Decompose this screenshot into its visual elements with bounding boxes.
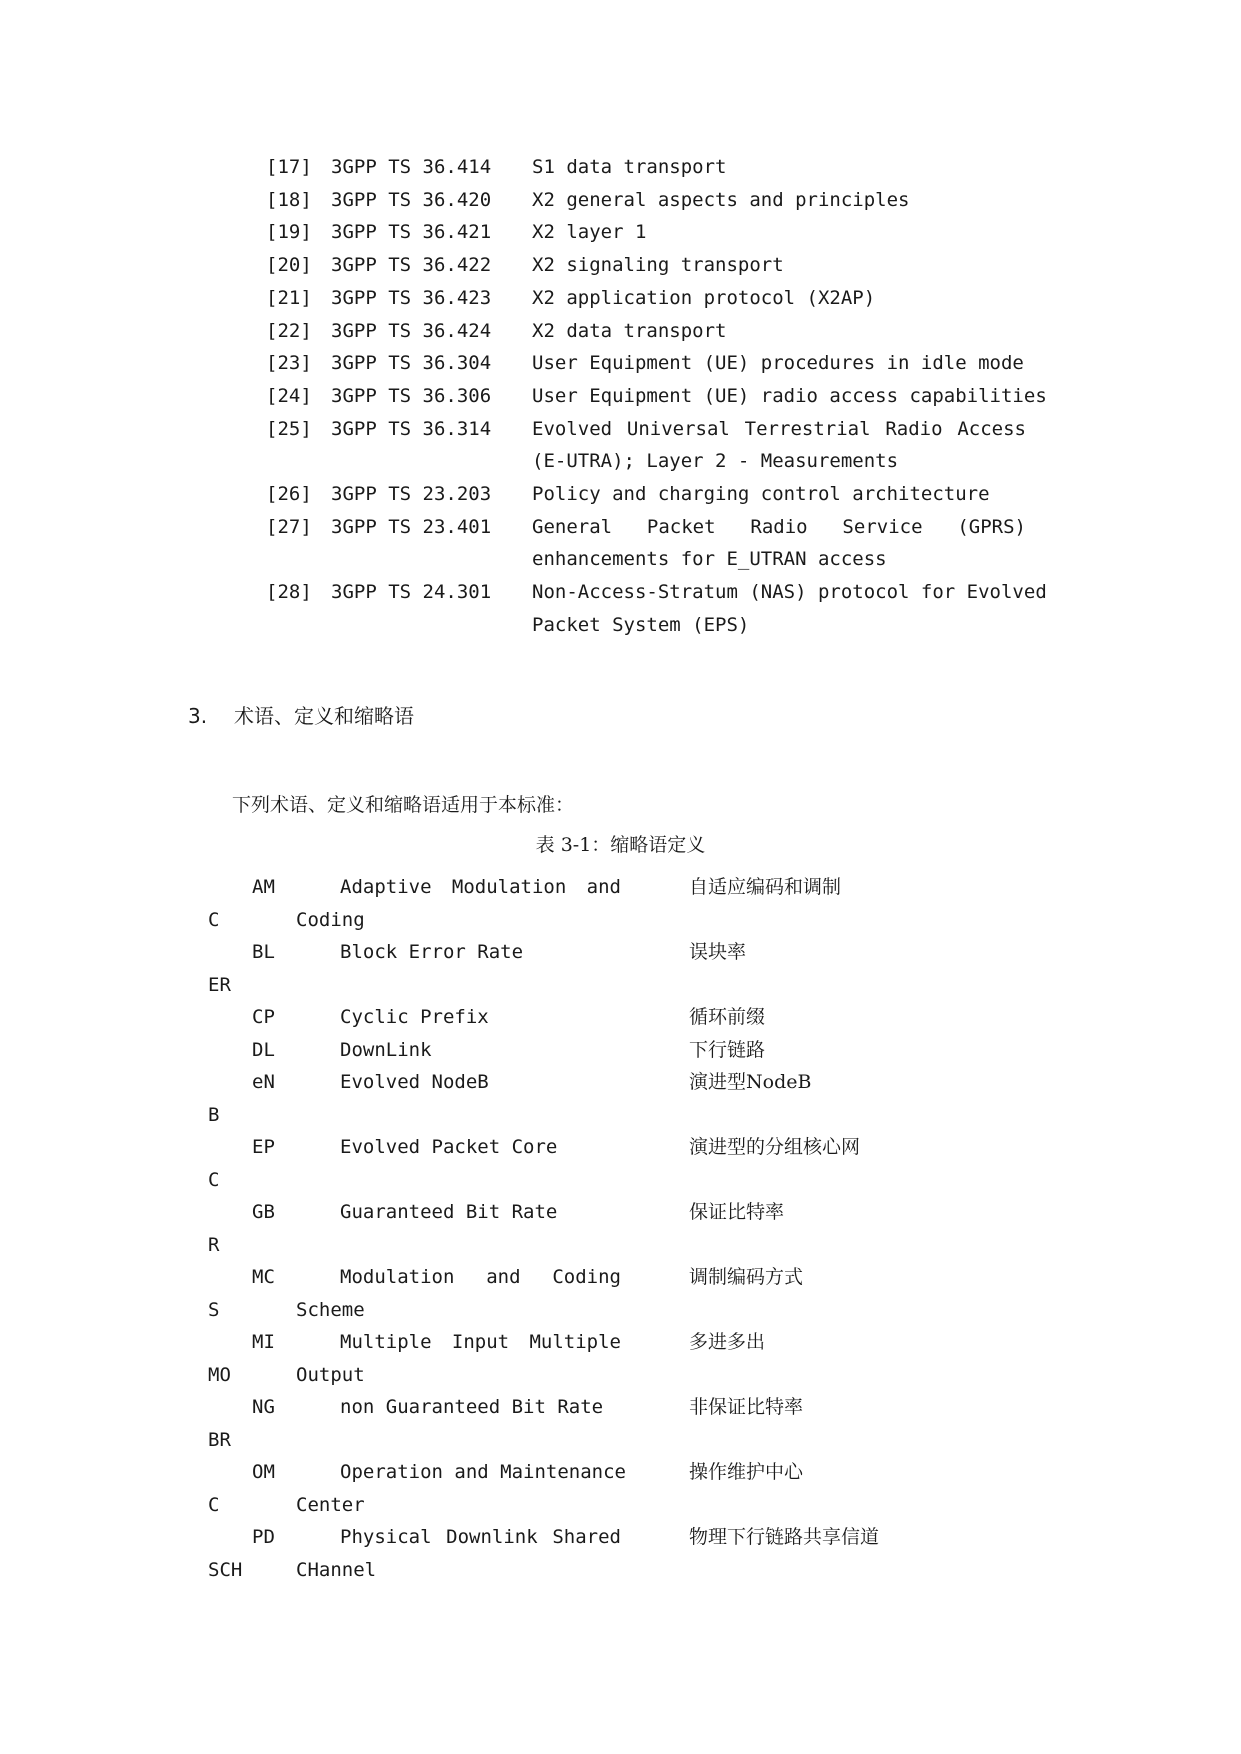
term-line-2: Coding bbox=[296, 908, 365, 931]
reference-row bbox=[266, 151, 1026, 184]
abbreviation-part-1: MI bbox=[252, 1331, 275, 1354]
section-number: 3. bbox=[188, 704, 208, 728]
reference-number: [17] bbox=[266, 156, 312, 178]
reference-row bbox=[266, 249, 1026, 282]
reference-code: 3GPP TS 36.421 bbox=[331, 221, 492, 244]
section-heading bbox=[188, 700, 414, 729]
reference-title bbox=[532, 184, 1026, 217]
abbreviation-part-2: BR bbox=[208, 1428, 231, 1451]
reference-number: [28] bbox=[266, 581, 312, 604]
term-line-1: DownLink bbox=[340, 1038, 432, 1061]
reference-list bbox=[266, 151, 1047, 642]
reference-title-line: Packet System (EPS) bbox=[532, 613, 750, 636]
table-caption: 表 3-1：缩略语定义 bbox=[535, 834, 706, 856]
abbreviation-part-1: PD bbox=[252, 1526, 275, 1549]
abbreviation-row bbox=[0, 1326, 1241, 1391]
reference-code: 3GPP TS 36.423 bbox=[331, 286, 492, 309]
abbreviation-part-1: MC bbox=[252, 1266, 275, 1289]
intro-text: 下列术语、定义和缩略语适用于本标准： bbox=[232, 794, 575, 816]
reference-title bbox=[532, 216, 1026, 249]
reference-code: 3GPP TS 23.203 bbox=[331, 483, 492, 506]
abbreviation-part-2: S bbox=[208, 1298, 220, 1321]
chinese-definition: 演进型NodeB bbox=[689, 1071, 812, 1094]
abbreviation-part-1: AM bbox=[252, 876, 275, 898]
reference-code: 3GPP TS 36.422 bbox=[331, 254, 492, 277]
reference-row bbox=[266, 413, 1026, 478]
reference-number: [18] bbox=[266, 188, 312, 211]
reference-title bbox=[532, 151, 1026, 184]
reference-title-line: enhancements for E_UTRAN access bbox=[532, 548, 887, 571]
section-title: 术语、定义和缩略语 bbox=[234, 704, 414, 728]
abbreviation-part-2: C bbox=[208, 1168, 220, 1191]
reference-number: [24] bbox=[266, 384, 312, 407]
abbreviation-row bbox=[0, 1131, 1241, 1196]
reference-number: [21] bbox=[266, 286, 312, 309]
chinese-definition: 物理下行链路共享信道 bbox=[689, 1526, 880, 1549]
reference-title-line: Non-Access-Stratum (NAS) protocol for Evolved bbox=[532, 581, 1047, 604]
reference-title bbox=[532, 315, 1026, 348]
term-line-1: Guaranteed Bit Rate bbox=[340, 1201, 558, 1224]
abbreviation-row bbox=[0, 1456, 1241, 1521]
reference-title-line: X2 data transport bbox=[532, 319, 727, 342]
term-line-1: Block Error Rate bbox=[340, 941, 524, 963]
abbreviation-row bbox=[0, 1034, 1241, 1067]
abbreviation-part-2: B bbox=[208, 1103, 220, 1126]
chinese-definition: 保证比特率 bbox=[689, 1201, 785, 1224]
reference-title-line: X2 application protocol (X2AP) bbox=[532, 286, 876, 309]
chinese-definition: 下行链路 bbox=[689, 1038, 766, 1061]
reference-code: 3GPP TS 36.306 bbox=[331, 384, 492, 407]
reference-title bbox=[532, 380, 1047, 413]
reference-title-line: X2 signaling transport bbox=[532, 254, 784, 277]
reference-number: [27] bbox=[266, 515, 312, 538]
abbreviation-part-1: DL bbox=[252, 1038, 275, 1061]
term-line-1: Evolved Packet Core bbox=[340, 1136, 558, 1159]
term-line-1: non Guaranteed Bit Rate bbox=[340, 1396, 604, 1419]
term-line-2: Center bbox=[296, 1493, 365, 1516]
reference-title-line: Evolved Universal Terrestrial Radio Access bbox=[532, 417, 1026, 440]
abbreviation-row bbox=[0, 1391, 1241, 1456]
abbreviation-row bbox=[0, 1001, 1241, 1034]
abbreviation-part-1: eN bbox=[252, 1071, 275, 1094]
chinese-definition: 调制编码方式 bbox=[689, 1266, 804, 1289]
reference-number: [23] bbox=[266, 352, 312, 375]
abbreviation-part-1: CP bbox=[252, 1006, 275, 1028]
chinese-definition: 演进型的分组核心网 bbox=[689, 1136, 861, 1159]
reference-row bbox=[266, 315, 1026, 348]
abbreviation-row bbox=[0, 1261, 1241, 1326]
reference-number: [22] bbox=[266, 319, 312, 342]
reference-number: [20] bbox=[266, 254, 312, 277]
term-line-1: Modulation and Coding bbox=[340, 1266, 621, 1289]
abbreviation-row bbox=[0, 1521, 1241, 1586]
term-line-1: Operation and Maintenance bbox=[340, 1461, 626, 1484]
reference-title-line: Policy and charging control architecture bbox=[532, 483, 990, 506]
term-line-2: CHannel bbox=[296, 1558, 377, 1581]
reference-code: 3GPP TS 36.304 bbox=[331, 352, 492, 375]
reference-title bbox=[532, 249, 1026, 282]
term-line-2: Scheme bbox=[296, 1298, 365, 1321]
reference-row bbox=[266, 216, 1026, 249]
abbreviation-row bbox=[0, 1196, 1241, 1261]
abbreviation-part-2: ER bbox=[208, 973, 231, 996]
reference-row bbox=[266, 282, 1026, 315]
chinese-definition: 非保证比特率 bbox=[689, 1396, 804, 1419]
reference-row bbox=[266, 478, 1026, 511]
reference-code: 3GPP TS 36.420 bbox=[331, 188, 492, 211]
reference-title-line: X2 general aspects and principles bbox=[532, 188, 910, 211]
reference-row bbox=[266, 511, 1026, 576]
reference-title bbox=[532, 511, 1026, 576]
abbreviation-row bbox=[0, 936, 1241, 1001]
reference-row bbox=[266, 184, 1026, 217]
abbreviation-part-2: SCH bbox=[208, 1558, 243, 1581]
abbreviation-part-2: MO bbox=[208, 1363, 231, 1386]
reference-code: 3GPP TS 36.424 bbox=[331, 319, 492, 342]
reference-number: [25] bbox=[266, 417, 312, 440]
abbreviation-part-2: C bbox=[208, 908, 220, 931]
reference-code: 3GPP TS 36.314 bbox=[331, 417, 492, 440]
chinese-definition: 自适应编码和调制 bbox=[689, 876, 842, 898]
reference-title-line: S1 data transport bbox=[532, 156, 727, 178]
abbreviation-part-1: BL bbox=[252, 941, 275, 963]
abbreviation-part-2: C bbox=[208, 1493, 220, 1516]
abbreviation-part-1: OM bbox=[252, 1461, 275, 1484]
term-line-1: Evolved NodeB bbox=[340, 1071, 489, 1094]
chinese-definition: 循环前缀 bbox=[689, 1006, 766, 1028]
reference-title bbox=[532, 478, 1026, 511]
reference-title bbox=[532, 413, 1026, 478]
abbreviation-row bbox=[0, 1066, 1241, 1131]
chinese-definition: 多进多出 bbox=[689, 1331, 766, 1354]
reference-number: [26] bbox=[266, 483, 312, 506]
abbreviation-part-1: EP bbox=[252, 1136, 275, 1159]
abbreviation-part-1: NG bbox=[252, 1396, 275, 1419]
reference-row bbox=[266, 380, 1047, 413]
term-line-1: Cyclic Prefix bbox=[340, 1006, 489, 1028]
reference-title-line: User Equipment (UE) procedures in idle mode bbox=[532, 352, 1024, 375]
reference-row bbox=[266, 347, 1026, 380]
term-line-2: Output bbox=[296, 1363, 365, 1386]
abbreviation-part-2: R bbox=[208, 1233, 220, 1256]
abbreviation-table bbox=[0, 871, 1241, 1586]
term-line-1: Adaptive Modulation and bbox=[340, 876, 621, 898]
reference-code: 3GPP TS 36.414 bbox=[331, 156, 492, 178]
term-line-1: Physical Downlink Shared bbox=[340, 1526, 621, 1549]
reference-row bbox=[266, 576, 1047, 641]
reference-title bbox=[532, 576, 1047, 641]
chinese-definition: 误块率 bbox=[689, 941, 747, 963]
abbreviation-part-1: GB bbox=[252, 1201, 275, 1224]
reference-title bbox=[532, 347, 1026, 380]
reference-title-line: (E-UTRA); Layer 2 - Measurements bbox=[532, 450, 899, 473]
reference-title-line: General Packet Radio Service (GPRS) bbox=[532, 515, 1026, 538]
reference-title-line: User Equipment (UE) radio access capabilities bbox=[532, 384, 1047, 407]
abbreviation-row bbox=[0, 871, 1241, 936]
reference-code: 3GPP TS 23.401 bbox=[331, 515, 492, 538]
chinese-definition: 操作维护中心 bbox=[689, 1461, 804, 1484]
reference-code: 3GPP TS 24.301 bbox=[331, 581, 492, 604]
reference-number: [19] bbox=[266, 221, 312, 244]
reference-title-line: X2 layer 1 bbox=[532, 221, 647, 244]
reference-title bbox=[532, 282, 1026, 315]
term-line-1: Multiple Input Multiple bbox=[340, 1331, 621, 1354]
